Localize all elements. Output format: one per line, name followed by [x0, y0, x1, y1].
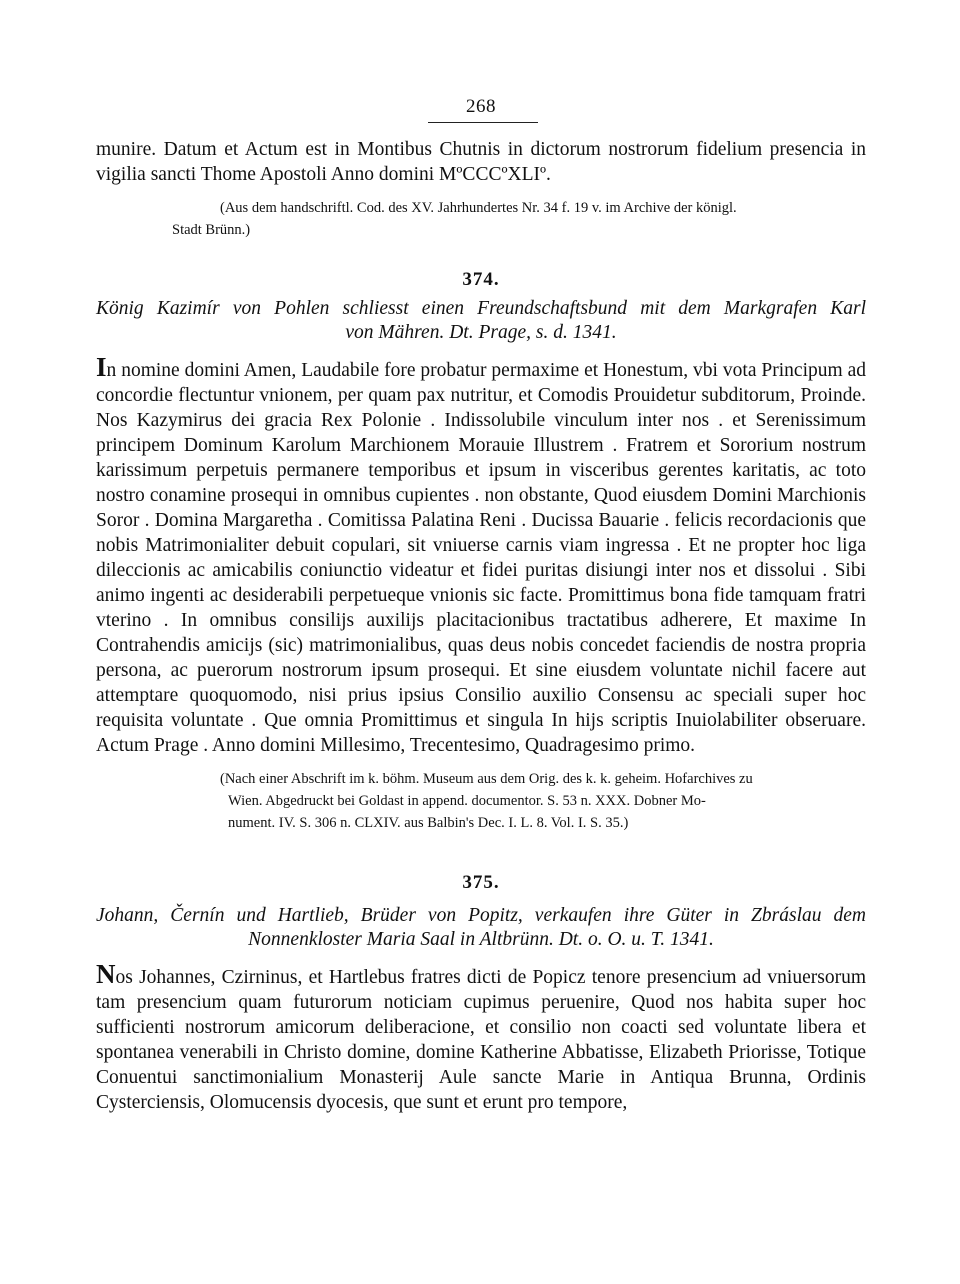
document-body-text: n nomine domini Amen, Laudabile fore probatur permaxime et Honestum, vbi vota Principum ad concordie flectuntur vnionem, per quam pax nutritur, et Comodis Prouidetur subditorum, Proinde. Nos Kazymirus dei gracia Rex Polonie . Indissolubile vinculum inter nos . et Serenissimum principem Dominum Karolum Marchionem Morauie Illustrem . Fratrem et Sororium nostrum karissimum perpetuis permanere temporibus et ipsum in visceribus gerentes karitatis, ac toto nostro conamine prosequi in omnibus cupientes . non obstante, Quod eiusdem Domini Marchionis Soror . Domina Margaretha . Comitissa Palatina Reni . Ducissa Bauarie . felicis recordacionis que nobis Matrimonialiter debuit copulari, sit vniuerse carnis viam ingressa . Et ne propter hoc liga dileccionis ac amicabilis coniunctio videatur et fidei puritas disiungi inter nos et dissolui . Sibi animo ingenti ac desiderabili perpetueque vnionis sic facte. Promittimus bona fide tamquam fratri vterino . In omnibus consilijs auxilijs placitacionibus tractatibus adherere, Et maxime In Contrahendis amicijs (sic) matrimonialibus, quas deus nobis concedet faciendis de nostra propria persona, ac puerorum nostrorum ipsum prosequi. Et sine eiusdem voluntate nichil facere aut attemptare quoquomodo, nisi prius ipsius Consilio auxilio Consensu ac speciali super hoc requisita voluntate . Que omnia Promittimus et singula In hijs scriptis Inuiolabiliter obseruare. Actum Prage . Anno domini Millesimo, Trecentesimo, Quadragesimo primo. [96, 360, 866, 756]
intro-note-line: (Aus dem handschriftl. Cod. des XV. Jahrhundertes Nr. 34 f. 19 v. im Archive der königl. [220, 200, 737, 216]
intro-note-line: Stadt Brünn.) [172, 222, 251, 238]
heading-line: Johann, Černín und Hartlieb, Brüder von Popitz, verkaufen ihre Güter in Zbráslau dem [96, 905, 866, 926]
document-number: 374. [462, 269, 500, 290]
document-body [96, 352, 866, 758]
heading-line: König Kazimír von Pohlen schliesst einen Freundschaftsbund mit dem Markgrafen Karl [96, 298, 866, 319]
intro-paragraph: munire. Datum et Actum est in Montibus Chutnis in dictorum nostrorum fidelium presencia in vigilia sancti Thome Apostoli Anno domini MºCCCºXLIº. [96, 139, 866, 185]
heading-line: Nonnenkloster Maria Saal in Altbrünn. Dt. o. O. u. T. 1341. [248, 929, 714, 950]
note-line: nument. IV. S. 306 n. CLXIV. aus Balbin's Dec. I. L. 8. Vol. I. S. 35.) [228, 815, 629, 831]
document-heading [96, 904, 866, 952]
document-body [96, 959, 866, 1115]
note-line: Wien. Abgedruckt bei Goldast in append. documentor. S. 53 n. XXX. Dobner Mo- [228, 793, 706, 809]
note-line: (Nach einer Abschrift im k. böhm. Museum aus dem Orig. des k. k. geheim. Hofarchives zu [220, 771, 753, 787]
initial-letter: N [96, 959, 116, 989]
initial-letter: I [96, 352, 107, 382]
document-heading [96, 297, 866, 345]
page-number-rule [428, 122, 538, 123]
heading-line: von Mähren. Dt. Prage, s. d. 1341. [345, 322, 617, 343]
document-source-note [96, 768, 866, 834]
intro-source-note [96, 197, 866, 241]
page-number: 268 [466, 96, 496, 117]
document-page [96, 96, 866, 1115]
document-body-text: os Johannes, Czirninus, et Hartlebus fratres dicti de Popicz tenore presencium ad vniuersorum tam presencium quam futurorum noticiam cupimus peruenire, Quod nos habita super hoc sufficienti nostrorum amicorum deliberacione, et consilio non coacti sed voluntate libera et spontanea venerabili in Christo domine, domine Katherine Abbatisse, Elizabeth Priorisse, Totique Conuentui sanctimonialium Monasterij Aule sancte Marie in Antiqua Brunna, Ordinis Cysterciensis, Olomucensis dyocesis, que sunt et erunt pro tempore, [96, 967, 866, 1113]
document-number: 375. [462, 872, 500, 893]
